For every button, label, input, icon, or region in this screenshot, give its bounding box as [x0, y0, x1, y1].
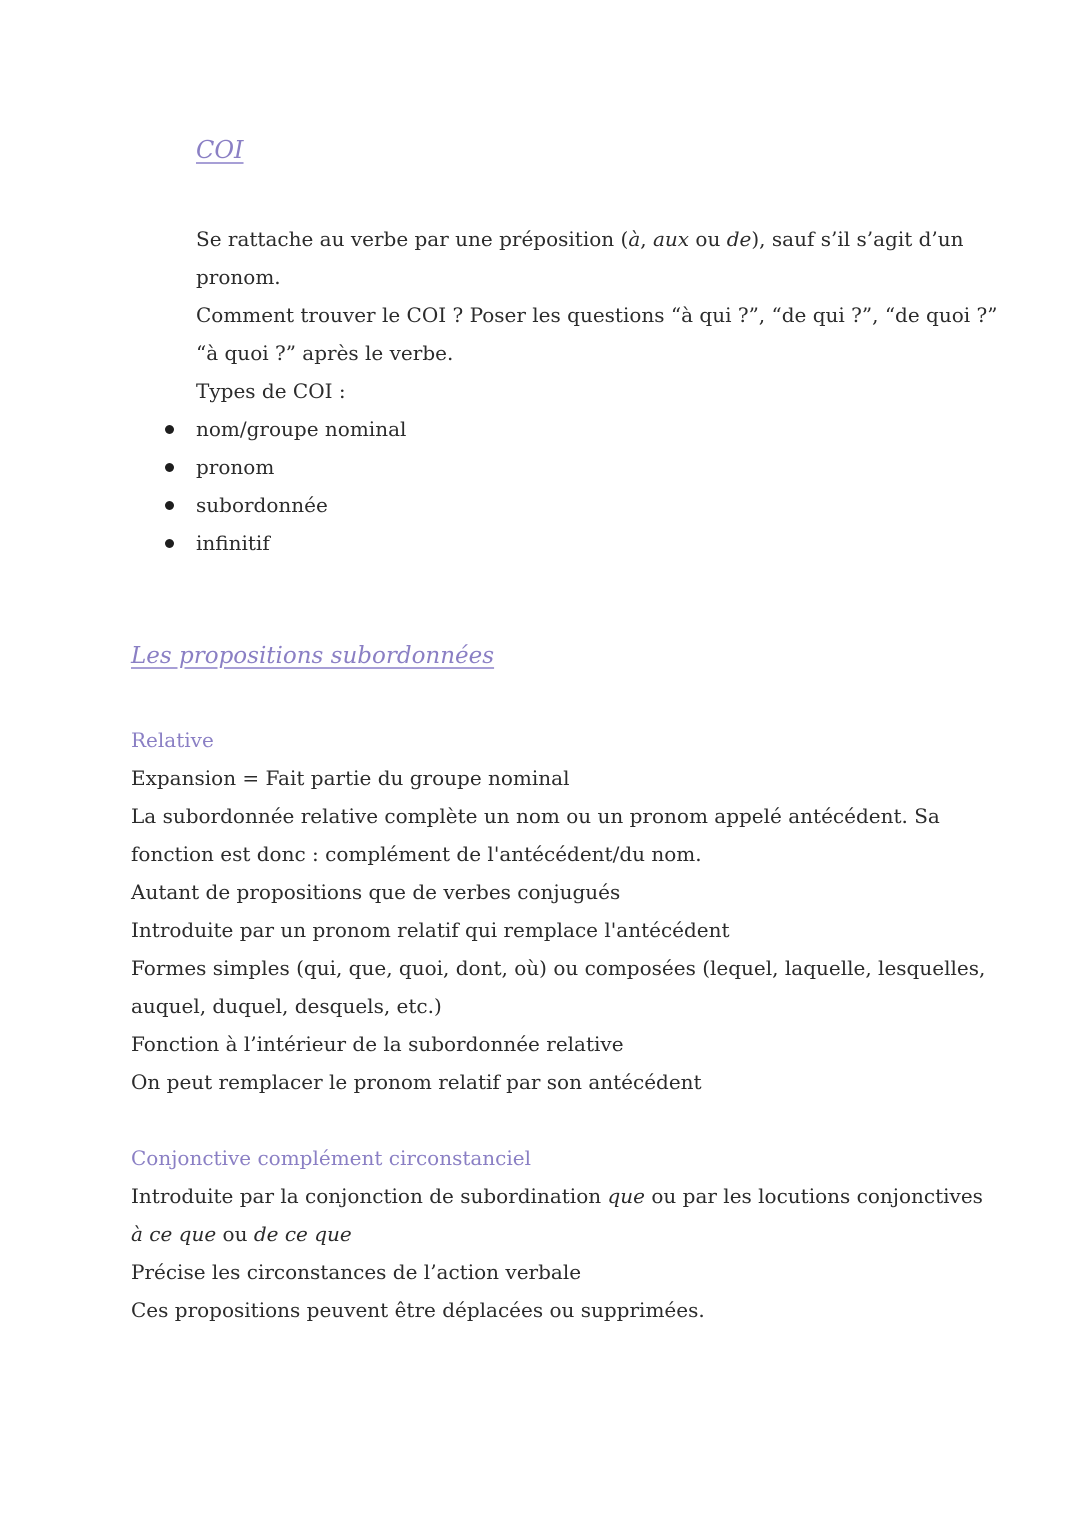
subordonnees-title: Les propositions subordonnées [131, 643, 495, 669]
coi-def-text-1: Se rattache au verbe par une préposition ( [196, 227, 629, 251]
conjonctive-que: que [607, 1184, 646, 1208]
conjonctive-heading: Conjonctive complément circonstanciel [131, 1146, 532, 1170]
conjonctive-a-ce-que: à ce que [131, 1222, 217, 1246]
coi-def-comma: , [640, 227, 653, 251]
conjonctive-text: ou [216, 1222, 254, 1246]
coi-definition-line-2: pronom. [196, 265, 281, 289]
relative-line: On peut remplacer le pronom relatif par son antécédent [131, 1070, 702, 1094]
conjonctive-de-ce-que: de ce que [253, 1222, 352, 1246]
relative-line: fonction est donc : complément de l'antécédent/du nom. [131, 842, 702, 866]
list-item: subordonnée [196, 493, 328, 517]
bullet-dot-icon [165, 501, 174, 510]
conjonctive-line-1 [131, 1177, 983, 1215]
relative-line: Expansion = Fait partie du groupe nominal [131, 766, 570, 790]
coi-title: COI [196, 136, 244, 164]
relative-line: auquel, duquel, desquels, etc.) [131, 994, 442, 1018]
bullet-dot-icon [165, 463, 174, 472]
relative-line: La subordonnée relative complète un nom ou un pronom appelé antécédent. Sa [131, 804, 940, 828]
coi-method-line-2: “à quoi ?” après le verbe. [196, 341, 454, 365]
conjonctive-text: Introduite par la conjonction de subordination [131, 1184, 608, 1208]
coi-prep-de: de [726, 227, 752, 251]
coi-types-label: Types de COI : [196, 379, 346, 403]
relative-line: Autant de propositions que de verbes conjugués [131, 880, 621, 904]
list-item: nom/groupe nominal [196, 417, 407, 441]
coi-definition-line-1 [196, 220, 964, 258]
coi-prep-aux: aux [652, 227, 690, 251]
relative-heading: Relative [131, 728, 214, 752]
relative-line: Fonction à l’intérieur de la subordonnée relative [131, 1032, 624, 1056]
list-item: pronom [196, 455, 275, 479]
bullet-dot-icon [165, 425, 174, 434]
conjonctive-line-2 [131, 1215, 352, 1253]
conjonctive-line-4: Ces propositions peuvent être déplacées ou supprimées. [131, 1298, 705, 1322]
coi-prep-a: à [628, 227, 641, 251]
bullet-dot-icon [165, 539, 174, 548]
coi-def-text-2: ), sauf s’il s’agit d’un [751, 227, 964, 251]
coi-def-ou: ou [689, 227, 727, 251]
list-item: infinitif [196, 531, 270, 555]
conjonctive-text: ou par les locutions conjonctives [645, 1184, 983, 1208]
coi-method-line-1: Comment trouver le COI ? Poser les questions “à qui ?”, “de qui ?”, “de quoi ?” [196, 303, 998, 327]
relative-line: Formes simples (qui, que, quoi, dont, où) ou composées (lequel, laquelle, lesquelles, [131, 956, 986, 980]
conjonctive-line-3: Précise les circonstances de l’action verbale [131, 1260, 582, 1284]
relative-line: Introduite par un pronom relatif qui remplace l'antécédent [131, 918, 730, 942]
